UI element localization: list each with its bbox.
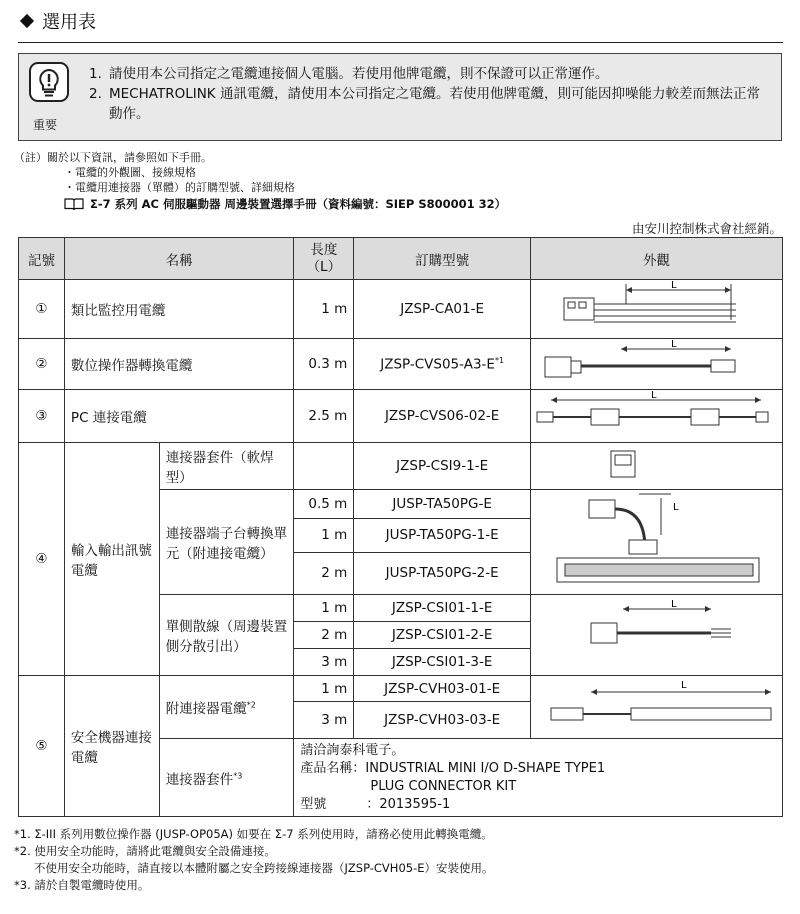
svg-text:L: L: [670, 280, 677, 291]
row-length: 2.5 m: [294, 390, 354, 443]
svg-text:L: L: [670, 339, 677, 350]
analog-cable-illustration: [530, 280, 782, 339]
loose-wire-cable-illustration: [530, 595, 782, 676]
row-model: JZSP-CVH03-03-E: [354, 702, 531, 739]
row-name: 類比監控用電纜: [64, 280, 293, 339]
row-symbol: ⑤: [19, 676, 65, 817]
row-length: 1 m: [294, 519, 354, 553]
important-notice-box: [18, 53, 782, 141]
table-row: [19, 443, 783, 490]
row-length: 0.3 m: [294, 339, 354, 390]
empty-length: [294, 443, 354, 490]
footnote: *2. 使用安全功能時，請將此電纜與安全設備連接。: [14, 844, 276, 858]
book-icon: [64, 198, 84, 211]
row-length: 1 m: [294, 280, 354, 339]
row-symbol: ③: [19, 390, 65, 443]
row-subname: 連接器套件（軟焊型）: [159, 443, 294, 490]
row-model: JZSP-$CVS05-A3-E^{*1}$: [354, 339, 531, 390]
row-model: JUSP-TA50PG-E: [354, 490, 531, 519]
row-name: 輸入輸出訊號電纜: [64, 443, 159, 676]
footnote: *3. 請於自製電纜時使用。: [14, 878, 150, 892]
row-model: JZSP-CA01-E: [354, 280, 531, 339]
table-row: [19, 676, 783, 702]
header-appearance: 外觀: [530, 238, 782, 280]
row-model: JUSP-TA50PG-2-E: [354, 552, 531, 594]
table-row: [19, 390, 783, 443]
safety-cable-illustration: [530, 676, 782, 739]
row-name: 安全機器連接電纜: [64, 676, 159, 817]
connector-kit-info: [294, 739, 783, 817]
row-subname: 附連接器電纜$^{*2}$: [159, 676, 294, 739]
distributor-credit: 由安川控制株式會社經銷。: [631, 221, 782, 236]
row-model: JZSP-CSI01-3-E: [354, 649, 531, 676]
row-length: 0.5 m: [294, 490, 354, 519]
kit-info-line: 型號 ：2013595-1: [300, 796, 451, 812]
item-text: MECHATROLINK 通訊電纜，請使用本公司指定之電纜。若使用他牌電纜，則可能因抑噪能力較差而無法正常動作。: [109, 86, 760, 122]
title-divider: [18, 42, 783, 43]
section-title: [18, 8, 96, 34]
table-header-row: [19, 238, 783, 280]
row-model: JZSP-CSI01-1-E: [354, 595, 531, 622]
footnote: *1. Σ-III 系列用數位操作器 (JUSP-OP05A) 如要在 Σ-7 系列使用時，請務必使用此轉換電纜。: [14, 827, 493, 841]
row-subname: 連接器端子台轉換單元（附連接電纜）: [159, 490, 294, 595]
kit-info-line: PLUG CONNECTOR KIT: [370, 778, 517, 794]
note-line: ・電纜的外觀圖、接線規格: [64, 166, 196, 179]
lightbulb-warning-icon: [29, 62, 69, 102]
header-model: 訂購型號: [354, 238, 531, 280]
kit-info-line: 請洽詢泰科電子。: [300, 742, 405, 758]
item-number: 1.: [89, 66, 102, 82]
operator-cable-illustration: [530, 339, 782, 390]
table-row: [19, 280, 783, 339]
header-symbol: 記號: [19, 238, 65, 280]
row-name: 數位操作器轉換電纜: [64, 339, 293, 390]
footnote: 不使用安全功能時，請直接以本體附屬之安全跨接線連接器（JZSP-CVH05-E）安裝使用。: [34, 861, 494, 875]
options-table: [18, 237, 783, 817]
row-length: 3 m: [294, 702, 354, 739]
pc-cable-illustration: [530, 390, 782, 443]
row-symbol: ②: [19, 339, 65, 390]
row-name: PC 連接電纜: [64, 390, 293, 443]
section-title-text: 選用表: [42, 12, 96, 33]
header-name: 名稱: [64, 238, 293, 280]
row-model: JZSP-CVS06-02-E: [354, 390, 531, 443]
row-length: 3 m: [294, 649, 354, 676]
item-number: 2.: [89, 86, 102, 102]
item-text: 請使用本公司指定之電纜連接個人電腦。若使用他牌電纜，則不保證可以正常運作。: [109, 66, 609, 82]
svg-text:L: L: [650, 390, 657, 401]
manual-text: Σ-7 系列 AC 伺服驅動器 周邊裝置選擇手冊（資料編號：SIEP S800001 32）: [90, 197, 507, 211]
terminal-unit-illustration: [530, 490, 782, 595]
svg-text:L: L: [680, 680, 687, 691]
manual-reference: [14, 197, 506, 212]
row-length: 2 m: [294, 552, 354, 594]
row-length: 1 m: [294, 595, 354, 622]
table-row: [19, 339, 783, 390]
footnotes: [14, 826, 494, 894]
row-symbol: ④: [19, 443, 65, 676]
important-label: 重要: [33, 118, 58, 132]
row-subname: 單側散線（周邊裝置側分散引出）: [159, 595, 294, 676]
important-item: [89, 64, 769, 84]
kit-info-line: 產品名稱：INDUSTRIAL MINI I/O D-SHAPE TYPE1: [300, 760, 606, 776]
row-model: JUSP-TA50PG-1-E: [354, 519, 531, 553]
svg-text:L: L: [672, 502, 679, 513]
row-model: JZSP-CVH03-01-E: [354, 676, 531, 702]
row-model: JZSP-CSI9-1-E: [354, 443, 531, 490]
note-line: ・電纜用連接器（單體）的訂購型號、詳細規格: [64, 181, 295, 194]
row-symbol: ①: [19, 280, 65, 339]
reference-notes: [14, 150, 506, 212]
row-length: 1 m: [294, 676, 354, 702]
row-length: 2 m: [294, 622, 354, 649]
note-line: （註）關於以下資訊，請參照如下手冊。: [14, 151, 212, 164]
diamond-bullet-icon: [20, 14, 34, 28]
important-list: [89, 64, 769, 124]
important-item: [89, 84, 769, 124]
svg-text:L: L: [670, 599, 677, 610]
row-model: JZSP-CSI01-2-E: [354, 622, 531, 649]
header-length: 長度 （L）: [294, 238, 354, 280]
connector-kit-illustration: [530, 443, 782, 490]
row-subname: 連接器套件$^{*3}$: [159, 739, 294, 817]
